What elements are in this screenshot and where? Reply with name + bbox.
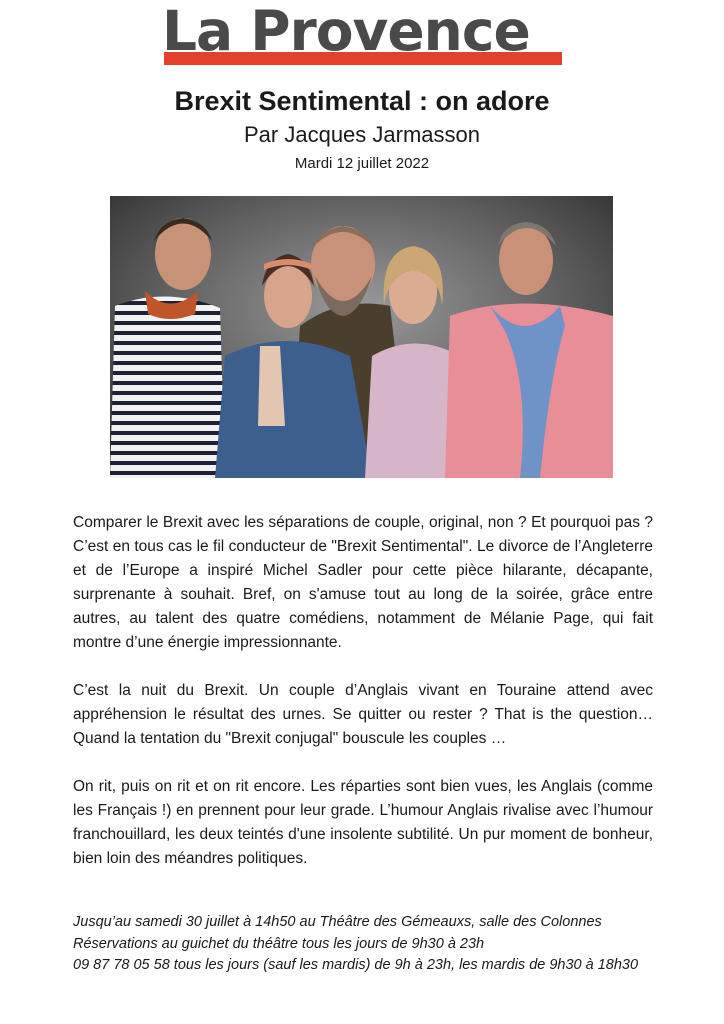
info-dates: Jusqu’au samedi 30 juillet à 14h50 au Théâtre des Gémeauxs, salle des Colonnes	[73, 914, 602, 930]
paragraph-3: On rit, puis on rit et on rit encore. Les réparties sont bien vues, les Anglais (comme les Français !) en prennent pour leur grade. L’humour Anglais rivalise avec l’humour franchouillard, les deux teintés d'une insolente subtilité. Un pur moment de bonheur, bien loin des méandres politiques.	[73, 778, 653, 867]
article-body	[73, 511, 653, 895]
cast-photo-icon	[110, 196, 613, 478]
article-author: Par Jacques Jarmasson	[244, 122, 480, 147]
masthead-logo[interactable]	[162, 0, 564, 64]
paragraph-1: Comparer le Brexit avec les séparations de couple, original, non ? Et pourquoi pas ? C’est en tous cas le fil conducteur de "Brexit Sentimental". Le divorce de l’Angleterre et de l’Europe a inspiré Michel Sadler pour cette pièce hilarante, décapante, surprenante à souhait. Bref, on s'amuse tout au long de la soirée, grâce entre autres, au talent des quatre comédiens, notamment de Mélanie Page, qui fait montre d’une énergie impressionnante.	[73, 514, 653, 651]
article-date: Mardi 12 juillet 2022	[294, 155, 430, 172]
show-info	[73, 912, 653, 977]
info-phone: 09 87 78 05 58 tous les jours (sauf les mardis) de 9h à 23h, les mardis de 9h30 à 18h30	[73, 957, 639, 973]
logo-wordmark: La Provence	[162, 0, 530, 63]
article-title: Brexit Sentimental : on adore	[174, 86, 550, 116]
paragraph-2: C’est la nuit du Brexit. Un couple d’Anglais vivant en Touraine attend avec appréhension le résultat des urnes. Se quitter ou rester ? That is the question… Quand la tentation du "Brexit conjugal" bouscule les couples …	[73, 682, 653, 747]
info-reservations: Réservations au guichet du théâtre tous les jours de 9h30 à 23h	[73, 935, 485, 952]
